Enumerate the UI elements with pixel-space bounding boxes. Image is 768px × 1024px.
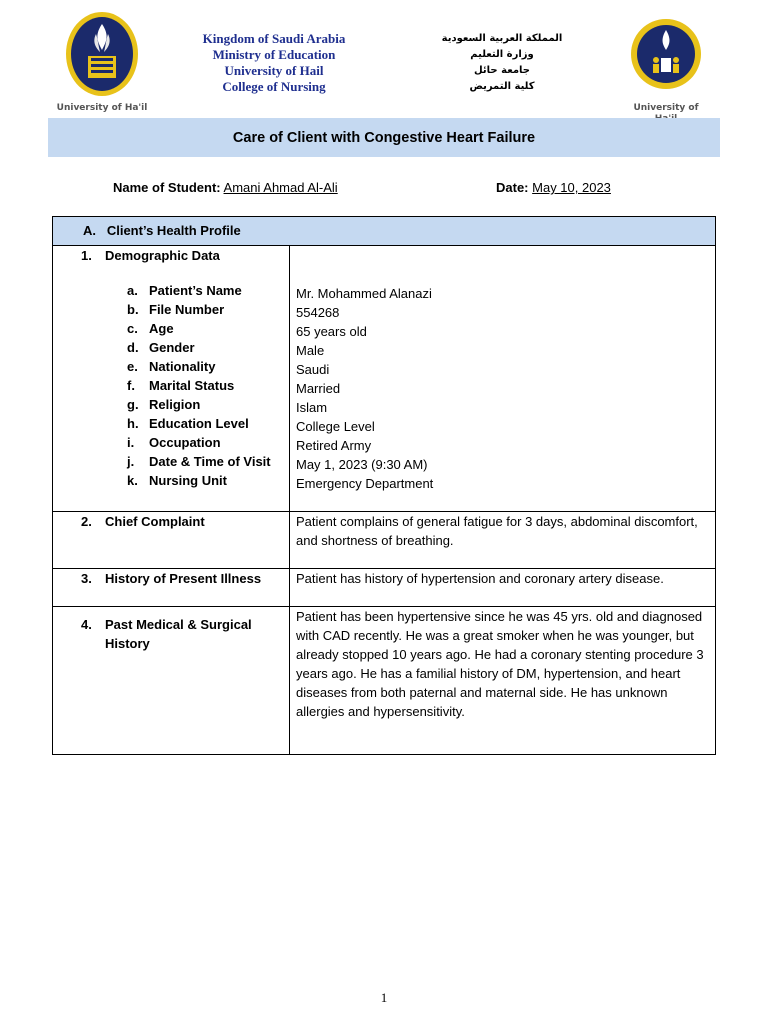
list-item [127,376,289,395]
list-item [127,338,289,357]
page-number: 1 [380,990,388,1005]
health-profile-table [52,216,716,755]
field-value: Saudi [296,362,330,377]
item-letter: g. [127,397,139,412]
arabic-header [420,31,584,95]
list-item [127,281,289,300]
item-letter: f. [127,378,135,393]
student-name-row [113,180,338,195]
chief-complaint-heading [53,512,289,529]
item-letter: c. [127,321,138,336]
field-value: May 1, 2023 (9:30 AM) [296,457,428,472]
student-label: Name of Student: [113,180,221,195]
item-number: 3. [81,571,92,586]
item-letter: i. [127,435,135,450]
document-title-bar [48,118,720,157]
present-illness-heading [53,569,289,586]
item-number: 2. [81,514,92,529]
list-item [127,395,289,414]
field-label: Patient’s Name [149,283,242,298]
list-item [127,452,289,471]
field-value: Mr. Mohammed Alanazi [296,286,432,301]
header-line: وزارة التعليم [470,49,534,60]
field-label: File Number [149,302,225,317]
field-label: Gender [149,340,195,355]
college-seal-icon [628,12,704,98]
date-value: May 10, 2023 [532,180,611,195]
field-value: Emergency Department [296,476,434,491]
header-line: كلية التمريض [469,81,535,92]
header-line: Ministry of Education [212,47,336,62]
field-label: Education Level [149,416,249,431]
demographic-value-list [290,284,715,493]
list-item [127,433,289,452]
english-header [176,31,372,95]
item-label: Past Medical & Surgical History [105,617,252,651]
document-title: Care of Client with Congestive Heart Failure [232,129,536,146]
section-letter: A. [83,223,96,238]
student-name-value: Amani Ahmad Al-Ali [223,180,338,195]
section-header [53,217,715,238]
item-letter: b. [127,302,139,317]
item-letter: e. [127,359,138,374]
item-label: History of Present Illness [105,571,262,586]
university-seal-icon [56,10,148,98]
section-header-row [53,217,716,246]
field-label: Occupation [149,435,221,450]
university-logo-left [56,10,148,120]
list-item [127,319,289,338]
date-row [496,180,611,195]
header-line: المملكة العربية السعودية [441,33,563,44]
college-logo-right [628,12,704,116]
item-label: Chief Complaint [105,514,205,529]
field-value: Islam [296,400,328,415]
field-label: Date & Time of Visit [149,454,271,469]
present-illness-row [53,569,716,607]
present-illness-text: Patient has history of hypertension and coronary artery disease. [296,571,664,586]
date-label: Date: [496,180,529,195]
logo-caption: University of Ha'il [56,103,148,113]
item-letter: h. [127,416,139,431]
item-number: 1. [81,248,92,263]
chief-complaint-text: Patient complains of general fatigue for 3 days, abdominal discomfort, and shortness of breathing. [296,514,698,548]
list-item [127,471,289,490]
field-label: Marital Status [149,378,235,393]
field-value: Male [296,343,325,358]
past-history-text: Patient has been hypertensive since he was 45 yrs. old and diagnosed with CAD recently. He was a great smoker when he was younger, but already stopped 10 years ago. He had a coronary stenting procedure 3 years ago. He has a familial history of DM, hypertension, and heart diseases from both paternal and maternal side. He has unknown allergies and hypersensitivity. [296,609,704,719]
item-letter: a. [127,283,138,298]
item-letter: d. [127,340,139,355]
field-value: 65 years old [296,324,367,339]
item-letter: j. [127,454,135,469]
field-value: Married [296,381,341,396]
section-title: Client’s Health Profile [106,223,241,238]
item-label: Demographic Data [105,248,220,263]
header-line: University of Hail [224,63,324,78]
field-value: Retired Army [296,438,372,453]
field-label: Nursing Unit [149,473,227,488]
item-letter: k. [127,473,138,488]
logo-caption: University of [633,103,699,113]
past-history-row [53,607,716,755]
field-label: Age [149,321,174,336]
item-number: 4. [81,617,92,632]
field-value: College Level [296,419,375,434]
demographic-row [53,246,716,512]
field-value: 554268 [296,305,340,320]
list-item [127,357,289,376]
demographic-heading [53,246,289,263]
demographic-field-list [53,281,289,490]
field-label: Religion [149,397,201,412]
header-line: Kingdom of Saudi Arabia [202,31,346,46]
header-line: College of Nursing [222,79,326,94]
past-history-heading [53,607,289,653]
chief-complaint-row [53,512,716,569]
header-line: جامعة حائل [474,65,530,76]
field-label: Nationality [149,359,216,374]
list-item [127,414,289,433]
list-item [127,300,289,319]
